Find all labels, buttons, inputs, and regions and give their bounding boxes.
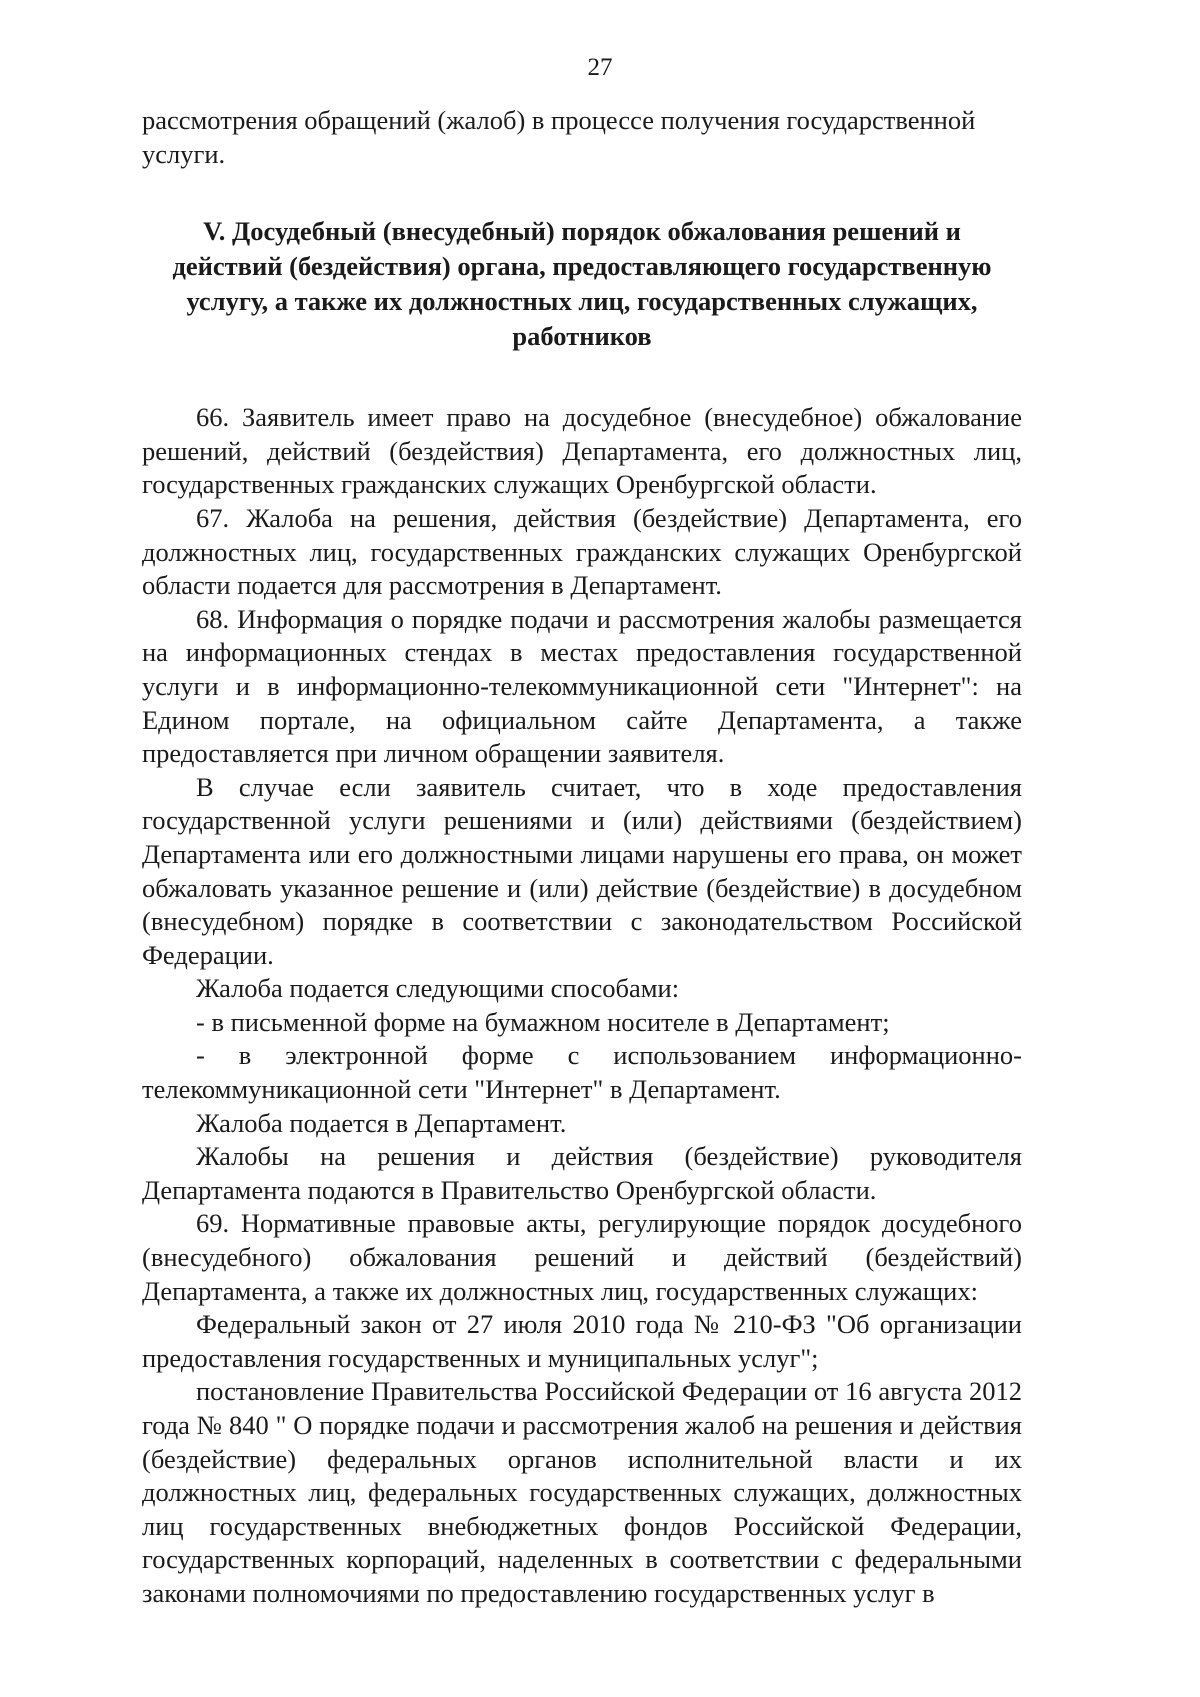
paragraph-federal-law: Федеральный закон от 27 июля 2010 года № 210-ФЗ "Об организации предоставления государственных и муниципальных услуг"; — [142, 1309, 1022, 1373]
paragraph-method-paper: - в письменной форме на бумажном носителе в Департамент; — [196, 1006, 890, 1037]
intro-line-2: услуги. — [142, 138, 226, 169]
section-heading — [142, 214, 1022, 354]
paragraph-violation: В случае если заявитель считает, что в ходе предоставления государственной услуги решениями и (или) действиями (бездействием) Департамента или его должностными лицами нарушены его права, он может обжаловать указанное решение и (или) действие (бездействие) в досудебном (внесудебном) порядке в соответствии с законодательством Российской Федерации. — [142, 771, 1022, 970]
heading-line-1: V. Досудебный (внесудебный) порядок обжалования решений и — [203, 216, 961, 247]
intro-line-1: рассмотрения обращений (жалоб) в процессе получения государственной — [142, 105, 976, 135]
paragraph-method-electronic: - в электронной форме с использованием информационно-телекоммуникационной сети "Интернет" в Департамент. — [142, 1040, 1022, 1105]
document-body — [142, 104, 1022, 1611]
paragraph-67: 67. Жалоба на решения, действия (бездействие) Департамента, его должностных лиц, государственных гражданских служащих Оренбургской области подается для рассмотрения в Департамент. — [142, 502, 1022, 601]
paragraph-68: 68. Информация о порядке подачи и рассмотрения жалобы размещается на информационных стендах в местах предоставления государственной услуги и в информационно-телекоммуникационной сети "Интернет": на Едином портале, на официальном сайте Департамента, а также предоставляется при личном обращении заявителя. — [142, 603, 1022, 769]
paragraph-methods: Жалоба подается следующими способами: — [196, 973, 680, 1004]
paragraph-head-complaints: Жалобы на решения и действия (бездействие) руководителя Департамента подаются в Правительство Оренбургской области. — [142, 1141, 1022, 1205]
paragraph-66: 66. Заявитель имеет право на досудебное (внесудебное) обжалование решений, действий (бездействия) Департамента, его должностных лиц, государственных гражданских служащих Оренбургской области. — [142, 402, 1022, 500]
paragraph-submitted: Жалоба подается в Департамент. — [196, 1107, 567, 1138]
heading-line-3: услугу, а также их должностных лиц, государственных служащих, — [186, 286, 978, 317]
paragraph-69: 69. Нормативные правовые акты, регулирующие порядок досудебного (внесудебного) обжалования решений и действий (бездействий) Департамента, а также их должностных лиц, государственных служащих: — [142, 1208, 1022, 1306]
paragraph-resolution-840: постановление Правительства Российской Федерации от 16 августа 2012 года № 840 " О порядке подачи и рассмотрения жалоб на решения и действия (бездействие) федеральных органов исполнительной власти и их должностных лиц, федеральных государственных служащих, должностных лиц государственных внебюджетных фондов Российской Федерации, государственных корпораций, наделенных в соответствии с федеральными законами полномочиями по предоставлению государственных услуг в — [142, 1376, 1022, 1608]
heading-line-4: работников — [512, 321, 652, 352]
page-number: 27 — [587, 54, 613, 81]
heading-line-2: действий (бездействия) органа, предоставляющего государственную — [172, 251, 992, 282]
